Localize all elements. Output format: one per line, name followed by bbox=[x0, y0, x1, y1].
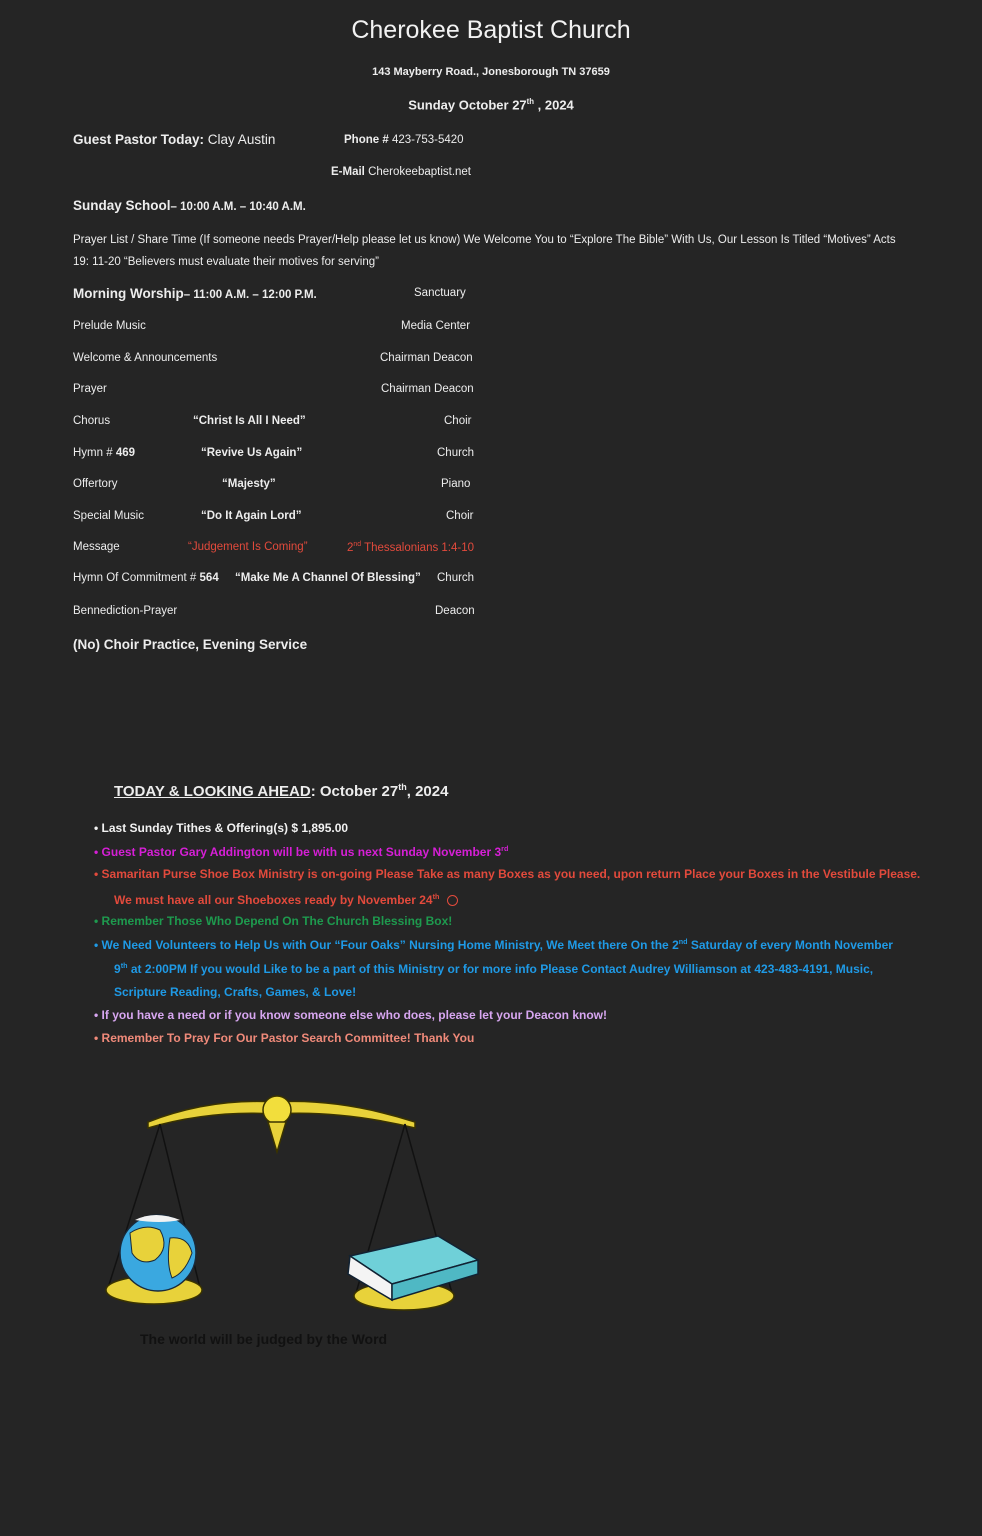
order-leader: Church bbox=[437, 572, 475, 584]
order-leader: Chairman Deacon bbox=[380, 352, 473, 364]
worship-location: Sanctuary bbox=[414, 287, 466, 299]
order-title: “Christ Is All I Need” bbox=[193, 415, 306, 427]
phone: Phone # 423-753-5420 bbox=[344, 134, 464, 146]
bullet-needs: • If you have a need or if you know someone else who does, please let your Deacon know! bbox=[94, 1008, 607, 1022]
order-leader: Chairman Deacon bbox=[381, 383, 474, 395]
order-leader: Choir bbox=[444, 415, 472, 427]
order-item: Chorus bbox=[73, 415, 111, 427]
order-leader: Church bbox=[437, 447, 475, 459]
bullet-volunteers: • We Need Volunteers to Help Us with Our “Four Oaks” Nursing Home Ministry, We Meet there On the 2nd Saturday of every Month November 9th at 2:00PM If you would Like to be a part of this Ministry or for more info Please Contact Audrey Williamson at 423-483-4191, Music, Scripture Reading, Crafts, Games, & Love! bbox=[94, 937, 893, 999]
globe-icon bbox=[447, 895, 458, 906]
evening-note: (No) Choir Practice, Evening Service bbox=[73, 637, 308, 652]
bullet-tithes: • Last Sunday Tithes & Offering(s) $ 1,895.00 bbox=[94, 821, 349, 835]
bullet-guest-pastor: • Guest Pastor Gary Addington will be with us next Sunday November 3rd bbox=[94, 844, 509, 859]
order-item: Hymn # 469 bbox=[73, 447, 136, 459]
bullet-shoebox: • Samaritan Purse Shoe Box Ministry is on-going Please Take as many Boxes as you need, upon return Place your Boxes in the Vestibule Please. We must have all our Shoeboxes ready by November 24th bbox=[94, 867, 921, 907]
sunday-school-heading: Sunday School– 10:00 A.M. – 10:40 A.M. bbox=[73, 198, 306, 213]
order-item: Special Music bbox=[73, 510, 144, 522]
bullet-pray: • Remember To Pray For Our Pastor Search Committee! Thank You bbox=[94, 1031, 475, 1045]
church-name: Cherokee Baptist Church bbox=[351, 16, 631, 44]
scales-globe-bible-icon bbox=[100, 1088, 490, 1328]
order-item: Prayer bbox=[73, 383, 107, 395]
email: E-Mail Cherokeebaptist.net bbox=[331, 166, 472, 178]
guest-pastor: Guest Pastor Today: Clay Austin bbox=[73, 132, 276, 147]
illustration-caption: The world will be judged by the Word bbox=[140, 1331, 388, 1347]
sermon-scripture: 2nd Thessalonians 1:4-10 bbox=[347, 541, 475, 554]
order-item: Prelude Music bbox=[73, 320, 146, 332]
order-item: Offertory bbox=[73, 478, 118, 490]
order-title: “Majesty” bbox=[222, 478, 276, 490]
order-title: “Do It Again Lord” bbox=[201, 510, 302, 522]
order-item: Hymn Of Commitment # 564 bbox=[73, 572, 219, 584]
sermon-title: “Judgement Is Coming” bbox=[188, 541, 308, 553]
order-title: “Revive Us Again” bbox=[201, 447, 303, 459]
order-item: Welcome & Announcements bbox=[73, 352, 218, 364]
order-leader: Media Center bbox=[401, 320, 471, 332]
looking-ahead-heading: TODAY & LOOKING AHEAD: October 27th, 2024 bbox=[114, 782, 449, 800]
sunday-school-description: Prayer List / Share Time (If someone needs Prayer/Help please let us know) We Welcome You to “Explore The Bible” With Us, Our Lesson Is Titled “Motives” Acts 19: 11-20 “Believers must evaluate their motives for serving” bbox=[73, 234, 896, 268]
order-leader: Piano bbox=[441, 478, 471, 490]
morning-worship-heading: Morning Worship– 11:00 A.M. – 12:00 P.M. bbox=[73, 286, 317, 301]
bullet-blessing-box: • Remember Those Who Depend On The Church Blessing Box! bbox=[94, 914, 453, 928]
service-date: Sunday October 27th , 2024 bbox=[408, 97, 574, 113]
order-leader: Choir bbox=[446, 510, 474, 522]
order-item: Bennediction-Prayer bbox=[73, 605, 178, 617]
order-title: “Make Me A Channel Of Blessing” bbox=[235, 572, 421, 584]
church-address: 143 Mayberry Road., Jonesborough TN 37659 bbox=[372, 66, 610, 78]
order-item: Message bbox=[73, 541, 120, 553]
order-leader: Deacon bbox=[435, 605, 475, 617]
